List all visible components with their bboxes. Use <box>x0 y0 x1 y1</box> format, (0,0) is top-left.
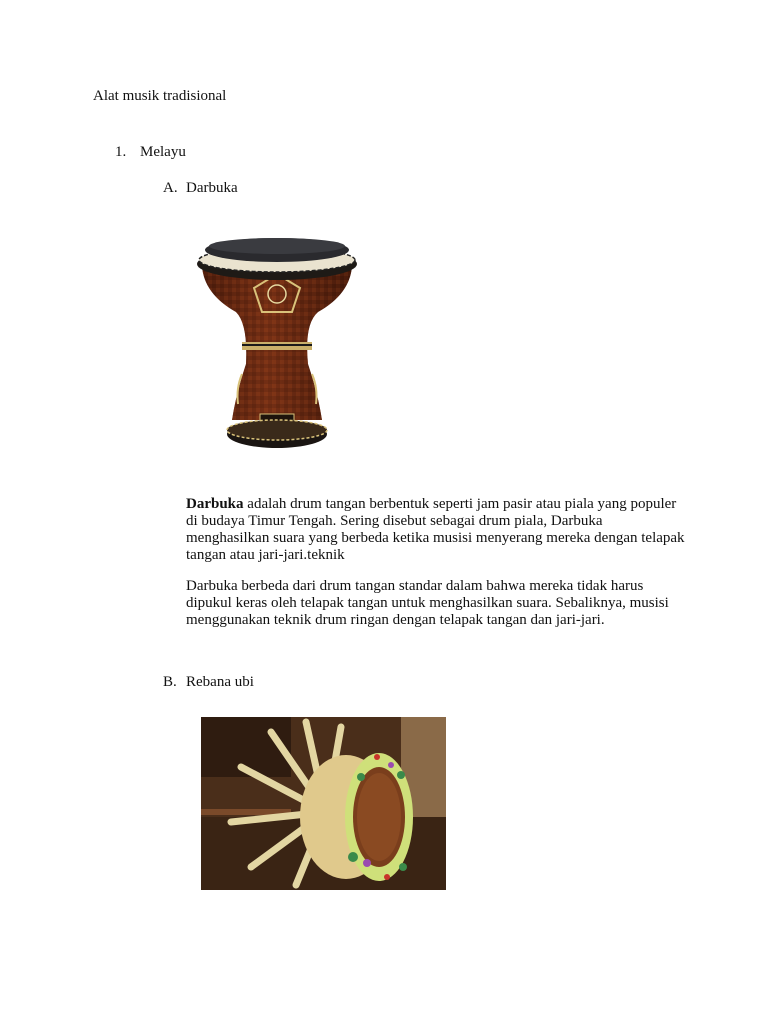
sublist-letter-a: A. <box>163 180 178 196</box>
darbuka-description: adalah drum tangan berbentuk seperti jam pasir atau piala yang populer di budaya Timur Tengah. Sering disebut sebagai drum piala, Darbuka menghasilkan suara yang berbeda ketika musisi menyerang mereka dengan telapak tangan atau jari-jari.teknik <box>186 496 685 563</box>
document-title: Alat musik tradisional <box>93 88 227 104</box>
darbuka-image <box>192 224 368 464</box>
sublist-item-darbuka: Darbuka <box>186 180 238 196</box>
darbuka-term-bold: Darbuka <box>186 496 244 512</box>
rebana-ubi-image <box>201 717 446 890</box>
sublist-letter-b: B. <box>163 674 177 690</box>
darbuka-paragraph-2: Darbuka berbeda dari drum tangan standar dalam bahwa mereka tidak harus dipukul keras oleh telapak tangan untuk menghasilkan suara. Sebaliknya, musisi menggunakan teknik drum ringan dengan telapak tangan dan jari-jari. <box>186 578 669 628</box>
darbuka-paragraph-1 <box>186 496 686 564</box>
list-number: 1. <box>115 144 127 160</box>
sublist-item-rebana-ubi: Rebana ubi <box>186 674 254 690</box>
list-item-melayu: Melayu <box>140 144 186 160</box>
